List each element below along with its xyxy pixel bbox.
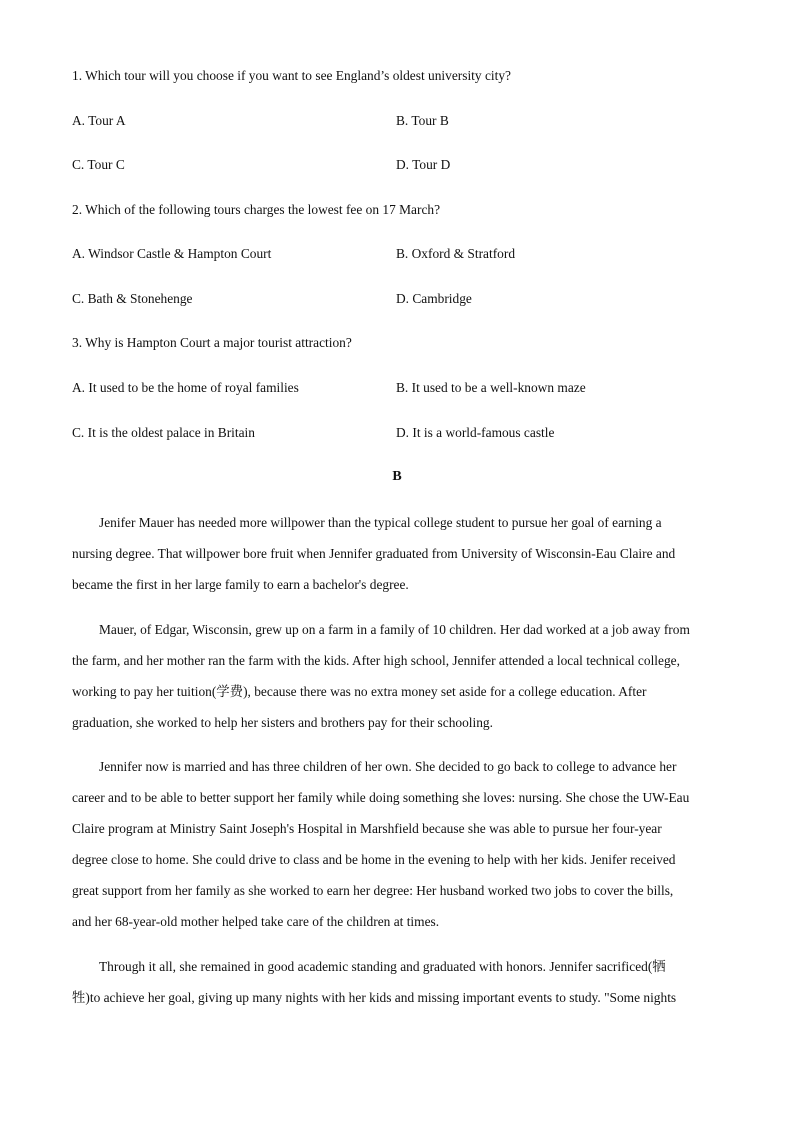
question-2-option-b: B. Oxford & Stratford [396, 246, 516, 261]
paragraph-line: Through it all, she remained in good academic standing and graduated with honors. Jennifer sacrificed(牺 [99, 959, 666, 974]
paragraph-line: career and to be able to better support her family while doing something she loves: nursing. She chose the UW-Eau [72, 790, 690, 805]
paragraph-line: working to pay her tuition(学费), because there was no extra money set aside for a college education. After [72, 684, 647, 699]
question-1-option-b: B. Tour B [396, 113, 449, 128]
passage-paragraph-4 [72, 951, 722, 1013]
paragraph-line: Mauer, of Edgar, Wisconsin, grew up on a farm in a family of 10 children. Her dad worked at a job away from [99, 622, 690, 637]
paragraph-line: Jennifer now is married and has three children of her own. She decided to go back to college to advance her [99, 759, 677, 774]
paragraph-line: Claire program at Ministry Saint Joseph's Hospital in Marshfield because she was able to pursue her four-year [72, 821, 662, 836]
question-2-option-a: A. Windsor Castle & Hampton Court [72, 246, 272, 261]
question-1-option-d: D. Tour D [396, 157, 451, 172]
paragraph-line: and her 68-year-old mother helped take care of the children at times. [72, 914, 440, 929]
question-3-option-d: D. It is a world-famous castle [396, 425, 555, 440]
question-1: 1. Which tour will you choose if you want to see England’s oldest university city? [72, 68, 511, 83]
paragraph-line: great support from her family as she worked to earn her degree: Her husband worked two jobs to cover the bills, [72, 883, 674, 898]
question-3: 3. Why is Hampton Court a major tourist attraction? [72, 335, 352, 350]
paragraph-line: nursing degree. That willpower bore fruit when Jennifer graduated from University of Wisconsin-Eau Claire and [72, 546, 676, 561]
paragraph-line: degree close to home. She could drive to class and be home in the evening to help with her kids. Jenifer received [72, 852, 676, 867]
question-3-option-c: C. It is the oldest palace in Britain [72, 425, 255, 440]
question-3-option-a: A. It used to be the home of royal families [72, 380, 299, 395]
question-1-option-a: A. Tour A [72, 113, 126, 128]
passage-paragraph-3 [72, 751, 722, 937]
passage-paragraph-2 [72, 614, 722, 738]
paragraph-line: Jenifer Mauer has needed more willpower than the typical college student to pursue her goal of earning a [99, 515, 662, 530]
paragraph-line: graduation, she worked to help her sisters and brothers pay for their schooling. [72, 715, 493, 730]
paragraph-line: the farm, and her mother ran the farm with the kids. After high school, Jennifer attended a local technical college, [72, 653, 680, 668]
question-2-option-c: C. Bath & Stonehenge [72, 291, 193, 306]
question-2: 2. Which of the following tours charges the lowest fee on 17 March? [72, 202, 441, 217]
passage-paragraph-1 [72, 507, 722, 600]
question-2-option-d: D. Cambridge [396, 291, 472, 306]
question-3-option-b: B. It used to be a well-known maze [396, 380, 586, 395]
question-1-option-c: C. Tour C [72, 157, 125, 172]
paragraph-line: 牲)to achieve her goal, giving up many nights with her kids and missing important events to study. "Some nights [72, 990, 677, 1005]
section-heading: B [392, 469, 402, 484]
paragraph-line: became the first in her large family to earn a bachelor's degree. [72, 577, 409, 592]
